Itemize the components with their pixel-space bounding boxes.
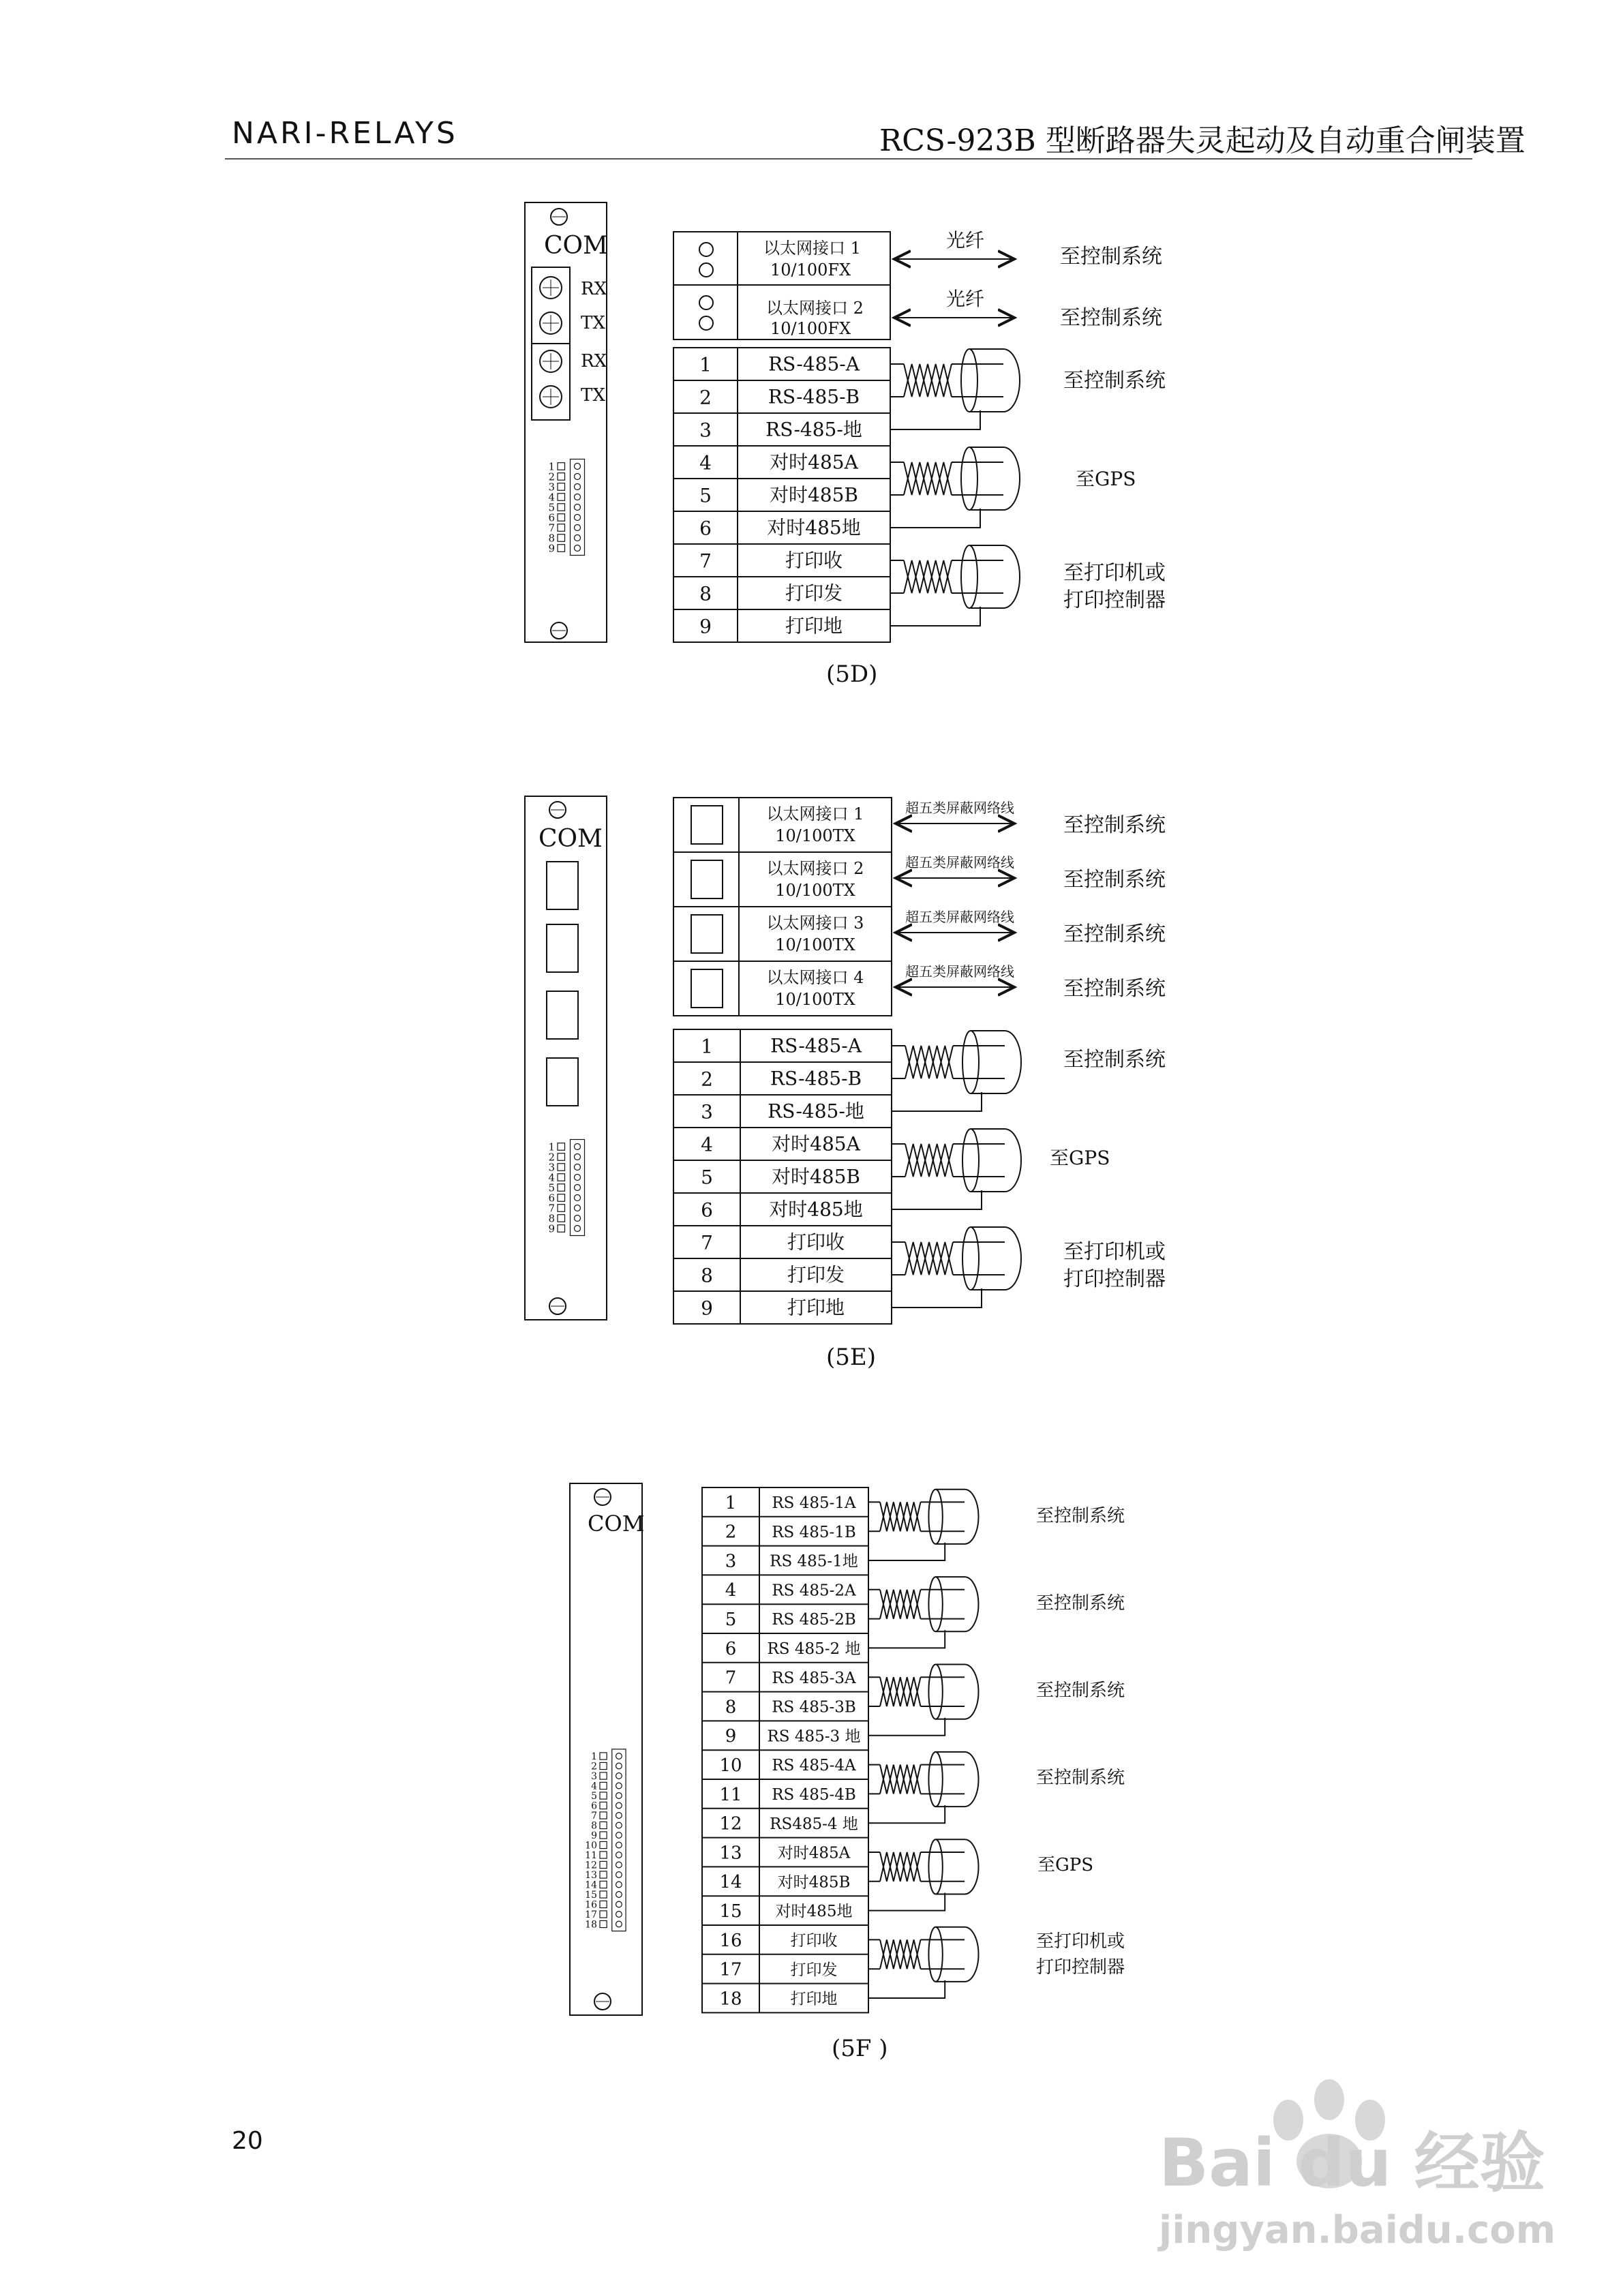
terminal-label: 打印地 [785,614,843,637]
cable-label: 光纤 [946,229,985,252]
terminal-label: RS 485-2A [772,1582,856,1600]
strip-terminal [600,1901,607,1907]
strip-number: 13 [585,1869,597,1881]
diagram-5e [525,796,1166,1371]
strip-screw [616,1862,622,1868]
terminal-table [673,1029,892,1324]
eth-name: 以太网接口 4 [766,968,864,987]
strip-number: 6 [591,1800,597,1812]
twisted-pair-cables [892,1031,1021,1308]
terminal-number: 7 [699,549,712,573]
terminal-label: 对时485A [772,1132,860,1155]
strip-terminal [600,1871,607,1878]
strip-number: 3 [548,1161,555,1174]
cable-label: 超五类屏蔽网络线 [905,909,1014,925]
port-label: TX [581,385,605,406]
terminal-number: 5 [725,1610,737,1631]
terminal-label: 打印地 [790,1990,838,2008]
terminal-number: 6 [699,517,712,540]
panel-label: COM [588,1511,645,1537]
terminal-strip [548,1140,584,1236]
terminal-number: 4 [701,1133,713,1156]
strip-number: 15 [585,1889,597,1901]
strip-terminal [558,463,565,470]
strip-terminal [600,1753,607,1759]
strip-number: 8 [548,1212,555,1225]
strip-screw [575,1215,581,1222]
strip-terminal [558,1164,565,1171]
strip-terminal [600,1891,607,1898]
strip-screw [616,1753,622,1759]
terminal-label: RS-485-B [768,385,860,408]
terminal-number: 5 [699,484,712,507]
strip-screw [616,1842,622,1848]
strip-terminal [558,1184,565,1192]
strip-number: 11 [585,1849,597,1861]
port-label: RX [581,279,607,299]
strip-screw [616,1813,622,1819]
strip-terminal [558,1205,565,1212]
terminal-number: 14 [719,1872,742,1893]
terminal-label: 打印发 [787,1263,845,1286]
strip-terminal [600,1792,607,1799]
strip-number: 8 [548,532,555,545]
com-panel [570,1483,645,2015]
terminal-number: 3 [701,1100,713,1123]
eth-destination: 至控制系统 [1063,922,1166,946]
strip-number: 14 [585,1879,597,1891]
cable-label: 光纤 [946,288,985,310]
strip-terminal [600,1852,607,1858]
strip-number: 1 [548,1141,555,1153]
strip-terminal [558,494,565,501]
strip-terminal [558,524,565,532]
terminal-label: 对时485地 [769,1198,863,1221]
strip-screw [575,1195,581,1201]
rj45-port-icon [691,969,723,1008]
strip-number: 3 [591,1770,597,1782]
strip-terminal [558,1215,565,1222]
panel-screw-icon [549,802,566,818]
strip-terminal [558,1143,565,1151]
terminal-number: 10 [719,1755,742,1777]
terminal-number: 8 [699,582,712,605]
terminal-label: RS-485-地 [768,1100,864,1123]
terminal-number: 2 [725,1522,737,1543]
destination-label: 至打印机或 [1063,1240,1166,1264]
terminal-label: RS-485-A [770,1034,862,1057]
strip-terminal [558,1153,565,1161]
strip-terminal [600,1841,607,1848]
strip-number: 1 [548,460,555,473]
terminal-number: 7 [701,1231,713,1254]
terminal-label: 对时485B [771,1165,861,1188]
terminal-label: 对时485A [770,451,858,474]
strip-screw [616,1852,622,1858]
strip-number: 17 [585,1909,597,1920]
terminal-number: 8 [701,1264,713,1287]
strip-number: 16 [585,1899,597,1911]
strip-number: 7 [548,1202,555,1215]
terminal-number: 11 [719,1784,742,1805]
terminal-label: 对时485地 [767,516,861,539]
terminal-label: RS 485-4B [772,1785,856,1804]
terminal-label: RS-485-A [768,352,860,376]
panel-label: COM [544,232,608,260]
strip-screw [575,464,581,470]
terminal-number: 6 [701,1198,713,1222]
fiber-port-icon [540,277,562,299]
eth-name: 以太网接口 3 [766,913,864,933]
destination-label: 至控制系统 [1036,1506,1125,1526]
destination-label: 至控制系统 [1036,1768,1125,1788]
strip-number: 6 [548,511,555,524]
strip-number: 9 [548,1222,555,1235]
terminal-number: 1 [725,1492,737,1513]
baidu-watermark [1157,2079,1556,2252]
panel-screw-icon [551,209,567,225]
strip-screw [575,1154,581,1160]
terminal-number: 6 [725,1638,737,1659]
strip-screw [616,1763,622,1769]
terminal-label: RS485-4 地 [770,1815,858,1833]
eth-name: 以太网接口 2 [766,299,864,318]
terminal-label: RS-485-地 [765,418,862,441]
destination-label: 至控制系统 [1063,1048,1166,1072]
strip-terminal [558,1225,565,1233]
page-number: 20 [232,2127,263,2155]
terminal-label: 打印发 [785,581,843,605]
strip-terminal [558,473,565,481]
panel-label: COM [539,825,603,853]
strip-terminal [600,1881,607,1888]
destination-label: 至GPS [1037,1855,1094,1875]
terminal-number: 3 [725,1551,737,1572]
strip-number: 5 [548,501,555,514]
header-brand: NARI-RELAYS [232,116,458,151]
terminal-strip [548,459,584,556]
diagram-caption: (5E) [826,1344,876,1371]
cable-label: 超五类屏蔽网络线 [905,800,1014,816]
strip-terminal [558,534,565,542]
strip-terminal [600,1782,607,1789]
strip-number: 2 [548,470,555,483]
strip-number: 4 [591,1781,597,1792]
strip-screw [575,484,581,490]
strip-screw [616,1912,622,1918]
watermark-brand: Bai du 经验 [1159,2125,1545,2201]
strip-terminal [600,1911,607,1918]
terminal-number: 9 [701,1297,713,1320]
strip-number: 5 [591,1790,597,1802]
terminal-table [702,1487,868,2012]
port-label: RX [581,351,607,372]
terminal-number: 9 [725,1726,737,1747]
destination-label: 打印控制器 [1036,1957,1125,1978]
terminal-label: 对时485B [777,1873,851,1892]
eth-spec: 10/100TX [775,881,855,900]
strip-number: 4 [548,491,555,504]
terminal-number: 17 [719,1959,742,1980]
strip-number: 3 [548,481,555,494]
terminal-number: 13 [719,1843,742,1864]
terminal-label: RS-485-B [770,1067,862,1090]
strip-terminal [558,483,565,491]
terminal-number: 4 [725,1580,737,1601]
strip-terminal [558,504,565,511]
strip-screw [575,494,581,500]
terminal-label: 打印收 [787,1230,845,1254]
strip-number: 2 [591,1761,597,1772]
com-panel [525,202,607,642]
eth-destination: 至控制系统 [1063,813,1166,837]
terminal-number: 8 [725,1697,737,1718]
strip-screw [616,1882,622,1888]
strip-number: 10 [585,1840,597,1852]
terminal-number: 18 [719,1989,742,2010]
strip-terminal [600,1802,607,1809]
fiber-port-icon [540,386,562,408]
destination-label: 至控制系统 [1036,1593,1125,1614]
strip-screw [575,525,581,531]
terminal-number: 9 [699,615,712,638]
strip-screw [575,545,581,552]
strip-number: 6 [548,1192,555,1205]
strip-terminal [600,1812,607,1819]
strip-screw [616,1872,622,1878]
eth-spec: 10/100TX [775,990,855,1009]
rj45-port-icon [547,1058,578,1106]
eth-spec: 10/100TX [775,826,855,845]
strip-screw [616,1832,622,1839]
strip-number: 7 [591,1810,597,1822]
strip-screw [575,1144,581,1150]
eth-destination: 至控制系统 [1063,868,1166,892]
strip-number: 12 [585,1860,597,1871]
eth-spec: 10/100TX [775,935,855,954]
rj45-port-icon [691,806,723,844]
strip-screw [616,1773,622,1779]
strip-screw [616,1783,622,1789]
strip-screw [616,1901,622,1907]
eth-name: 以太网接口 2 [766,859,864,878]
cable-label: 超五类屏蔽网络线 [905,963,1014,980]
terminal-label: RS 485-3A [772,1669,856,1687]
watermark-url: jingyan.baidu.com [1159,2208,1556,2252]
rj45-port-icon [547,924,578,972]
terminal-number: 1 [701,1035,713,1058]
destination-label: 打印控制器 [1063,1267,1166,1291]
destination-label: 至打印机或 [1036,1931,1125,1952]
terminal-strip [585,1749,626,1931]
strip-terminal [558,545,565,552]
panel-screw-icon [594,1993,611,2010]
destination-label: 至控制系统 [1036,1680,1125,1701]
terminal-label: 对时485地 [775,1903,853,1921]
terminal-number: 16 [719,1930,742,1951]
strip-screw [575,1205,581,1211]
strip-terminal [600,1762,607,1769]
terminal-label: 对时485A [777,1844,851,1862]
destination-label: 打印控制器 [1063,588,1166,612]
panel-screw-icon [551,622,567,639]
terminal-number: 15 [719,1901,742,1922]
eth-name: 以太网接口 1 [766,804,864,824]
eth-name: 以太网接口 1 [763,239,861,258]
destination-label: 至打印机或 [1063,561,1166,585]
fiber-port-icon [540,312,562,334]
strip-terminal [558,1174,565,1181]
strip-screw [575,1164,581,1170]
strip-screw [575,504,581,511]
strip-number: 4 [548,1171,555,1184]
terminal-label: RS 485-1B [772,1523,856,1541]
rj45-port-icon [691,860,723,898]
terminal-number: 4 [699,451,712,474]
strip-number: 5 [548,1181,555,1194]
terminal-number: 3 [699,419,712,442]
fiber-port-icon [540,350,562,372]
terminal-label: RS 485-2 地 [767,1640,861,1658]
destination-label: 至GPS [1076,468,1136,490]
diagram-5f [570,1483,1125,2062]
terminal-number: 12 [719,1813,742,1834]
eth-destination: 至控制系统 [1063,977,1166,1001]
strip-screw [616,1921,622,1927]
strip-screw [575,474,581,480]
rj45-port-icon [691,915,723,953]
terminal-label: RS 485-1地 [770,1552,858,1571]
rj45-port-icon [547,862,578,909]
terminal-table [673,348,890,642]
terminal-label: RS 485-3B [772,1698,856,1717]
eth-destination: 至控制系统 [1060,306,1162,330]
strip-screw [575,1185,581,1191]
rj45-port-icon [547,991,578,1039]
strip-number: 7 [548,522,555,534]
terminal-label: RS 485-3 地 [767,1727,861,1746]
strip-number: 9 [548,542,555,555]
diagram-5d [525,202,1166,688]
diagram-caption: (5F ) [832,2035,888,2062]
strip-screw [575,1226,581,1232]
strip-terminal [600,1772,607,1779]
strip-screw [616,1802,622,1809]
terminal-number: 5 [701,1166,713,1189]
terminal-number: 2 [699,386,712,409]
strip-terminal [600,1920,607,1927]
eth-destination: 至控制系统 [1060,245,1162,269]
strip-screw [575,515,581,521]
strip-terminal [600,1822,607,1828]
strip-terminal [600,1861,607,1868]
eth-spec: 10/100FX [770,319,851,338]
strip-terminal [558,514,565,522]
strip-screw [616,1892,622,1898]
destination-label: 至GPS [1050,1147,1110,1169]
port-label: TX [581,313,605,333]
strip-number: 1 [591,1751,597,1762]
ethernet-ports [673,798,1166,1016]
strip-terminal [600,1832,607,1839]
panel-screw-icon [594,1489,611,1505]
diagram-caption: (5D) [826,661,878,688]
twisted-pair-cables [890,349,1020,626]
cable-label: 超五类屏蔽网络线 [905,854,1014,871]
terminal-label: 打印收 [790,1931,838,1950]
panel-screw-icon [549,1298,566,1314]
terminal-label: 对时485B [769,483,859,507]
strip-number: 8 [591,1820,597,1832]
twisted-pair-cables [868,1490,979,1998]
destination-label: 至控制系统 [1063,369,1166,393]
strip-screw [575,535,581,541]
terminal-number: 2 [701,1068,713,1091]
terminal-label: 打印发 [790,1961,838,1979]
strip-screw [616,1793,622,1799]
eth-spec: 10/100FX [770,260,851,280]
header-doc-title: RCS-923B 型断路器失灵起动及自动重合闸装置 [879,123,1526,158]
terminal-label: RS 485-2B [772,1611,856,1629]
terminal-number: 7 [725,1667,737,1689]
strip-number: 9 [591,1830,597,1841]
terminal-number: 1 [699,353,712,376]
terminal-label: 打印收 [785,549,843,572]
strip-terminal [558,1194,565,1202]
strip-screw [616,1822,622,1828]
terminal-label: RS 485-1A [772,1494,856,1512]
terminal-label: RS 485-4A [772,1757,856,1775]
terminal-label: 打印地 [787,1296,845,1319]
strip-screw [575,1175,581,1181]
strip-number: 2 [548,1151,555,1164]
strip-number: 18 [585,1919,597,1931]
